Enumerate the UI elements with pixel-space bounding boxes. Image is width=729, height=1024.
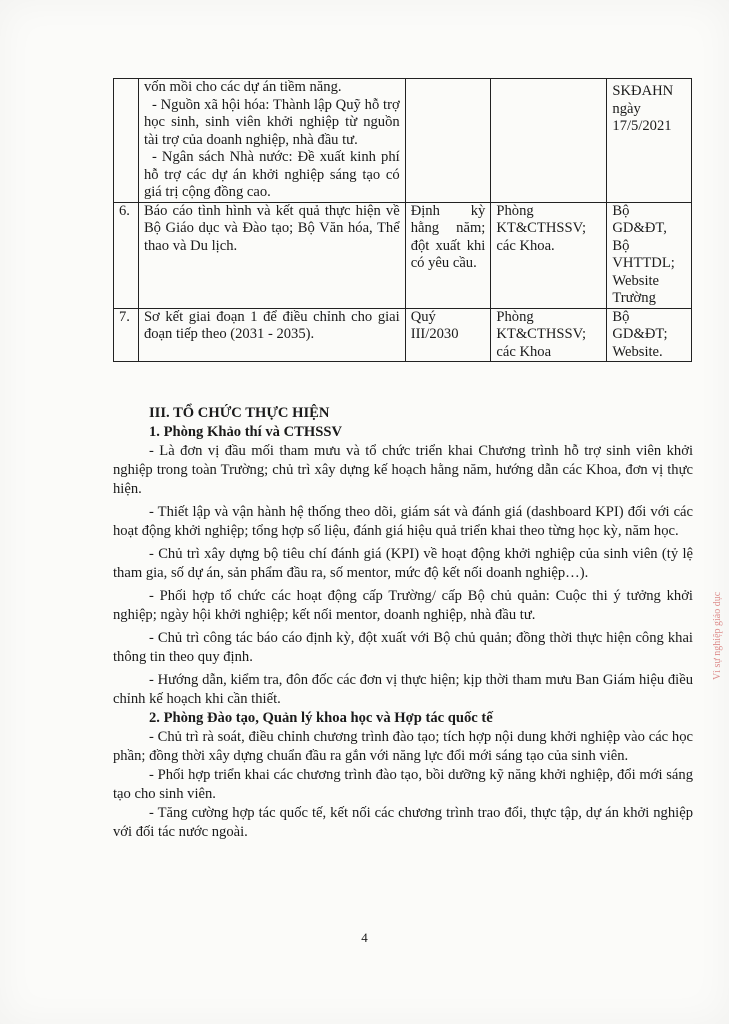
cell-content: Sơ kết giai đoạn 1 để điều chỉnh cho giai đoạn tiếp theo (2031 - 2035).	[138, 308, 405, 362]
cell-ref: Bộ GD&ĐT, Bộ VHTTDL; Website Trường	[607, 202, 692, 308]
cell-time	[405, 79, 491, 203]
subsection-title: 2. Phòng Đào tạo, Quản lý khoa học và Hợp tác quốc tế	[149, 710, 493, 726]
cell-ref: Bộ GD&ĐT; Website.	[607, 308, 692, 362]
table-row	[114, 202, 692, 308]
section-body	[113, 404, 693, 842]
cell-unit: Phòng KT&CTHSSV; các Khoa	[491, 308, 607, 362]
paragraph: - Tăng cường hợp tác quốc tế, kết nối các chương trình trao đổi, thực tập, dự án khởi nghiệp với đối tác nước ngoài.	[113, 805, 693, 840]
plan-table	[113, 78, 692, 362]
paragraph: - Hướng dẫn, kiểm tra, đôn đốc các đơn vị thực hiện; kịp thời tham mưu Ban Giám hiệu điều chỉnh kế hoạch khi cần thiết.	[113, 672, 693, 707]
table-row	[114, 308, 692, 362]
paragraph: - Là đơn vị đầu mối tham mưu và tổ chức triển khai Chương trình hỗ trợ sinh viên khởi nghiệp trong toàn Trường; chủ trì xây dựng kế hoạch hằng năm, hướng dẫn các Khoa, đơn vị thực hiện.	[113, 443, 693, 497]
content-line: vốn mồi cho các dự án tiềm năng.	[143, 79, 342, 95]
cell-content	[138, 79, 405, 203]
content-line: - Nguồn xã hội hóa: Thành lập Quỹ hỗ trợ học sinh, sinh viên khởi nghiệp từ nguồn tài trợ của doanh nghiệp, nhà đầu tư.	[143, 96, 400, 148]
cell-no	[114, 79, 139, 203]
paragraph: - Chủ trì rà soát, điều chỉnh chương trình đào tạo; tích hợp nội dung khởi nghiệp vào các học phần; đồng thời xây dựng chuẩn đầu ra gắn với năng lực đổi mới sáng tạo của sinh viên.	[113, 729, 693, 764]
table-row	[114, 79, 692, 203]
margin-handwritten-note: Vì sự nghiệp giáo dục	[712, 591, 723, 680]
paragraph: - Chủ trì xây dựng bộ tiêu chí đánh giá (KPI) về hoạt động khởi nghiệp của sinh viên (tỷ lệ tham gia, số dự án, sản phẩm đầu ra, số mentor, mức độ kết nối doanh nghiệp…).	[113, 546, 693, 581]
content-line: - Ngân sách Nhà nước: Đề xuất kinh phí hỗ trợ các dự án khởi nghiệp sáng tạo có giá trị cộng đồng cao.	[143, 149, 400, 200]
cell-no: 7.	[114, 308, 139, 362]
cell-unit: Phòng KT&CTHSSV; các Khoa.	[491, 202, 607, 308]
page-number: 4	[361, 930, 368, 945]
paragraph: - Chủ trì công tác báo cáo định kỳ, đột xuất với Bộ chủ quản; đồng thời thực hiện công khai thông tin theo quy định.	[113, 630, 693, 665]
subsection-title: 1. Phòng Khảo thí và CTHSSV	[149, 424, 343, 440]
cell-time: Quý III/2030	[405, 308, 491, 362]
cell-unit	[491, 79, 607, 203]
paragraph: - Phối hợp tổ chức các hoạt động cấp Trường/ cấp Bộ chủ quản: Cuộc thi ý tưởng khởi nghiệp; ngày hội khởi nghiệp; kết nối mentor, doanh nghiệp, nhà đầu tư.	[113, 588, 693, 623]
paragraph: - Phối hợp triển khai các chương trình đào tạo, bồi dưỡng kỹ năng khởi nghiệp, đổi mới sáng tạo cho sinh viên.	[113, 767, 693, 802]
cell-time: Định kỳ hằng năm; đột xuất khi có yêu cầu.	[405, 202, 491, 308]
paragraph: - Thiết lập và vận hành hệ thống theo dõi, giám sát và đánh giá (dashboard KPI) đối với các hoạt động khởi nghiệp; tổng hợp số liệu, đánh giá hiệu quả triển khai theo từng học kỳ, năm học.	[113, 504, 693, 539]
cell-content: Báo cáo tình hình và kết quả thực hiện về Bộ Giáo dục và Đào tạo; Bộ Văn hóa, Thể thao và Du lịch.	[138, 202, 405, 308]
cell-no: 6.	[114, 202, 139, 308]
section-title: III. TỔ CHỨC THỰC HIỆN	[149, 405, 330, 421]
cell-ref: SKĐAHN ngày 17/5/2021	[607, 79, 692, 203]
